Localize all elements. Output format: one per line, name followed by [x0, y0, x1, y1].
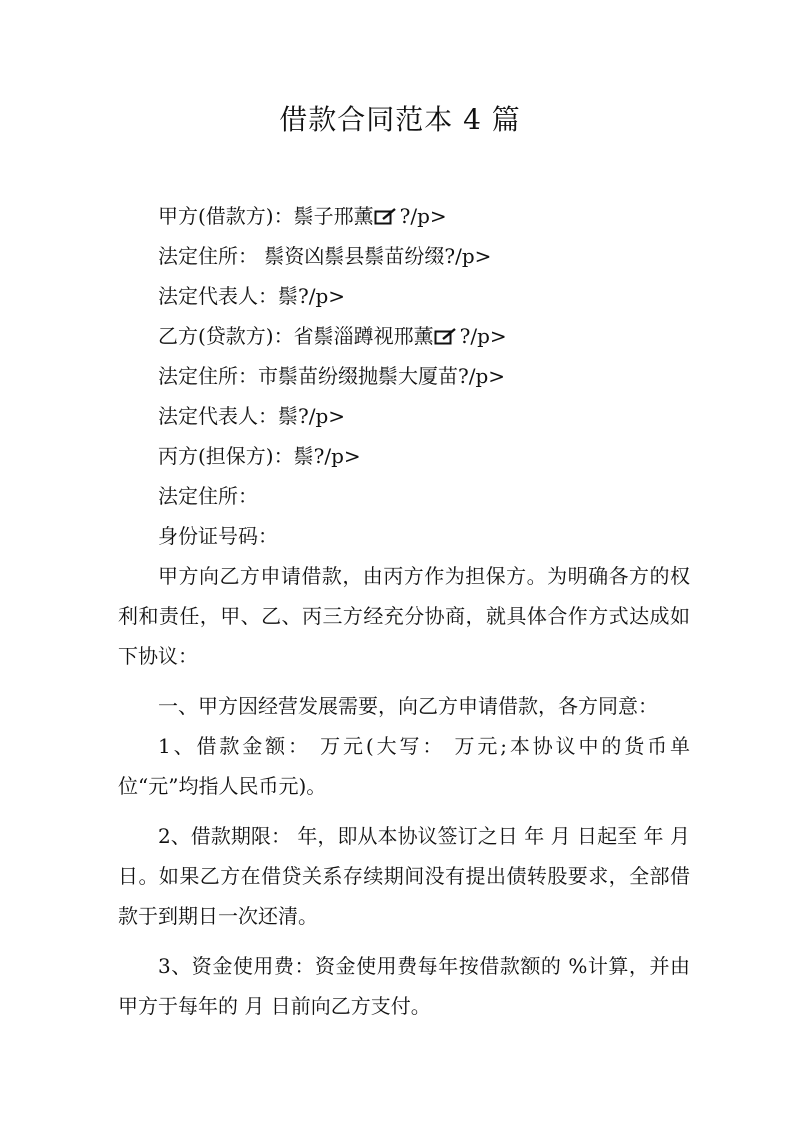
edit-icon	[434, 327, 458, 345]
edit-icon	[374, 207, 398, 225]
party-b-representative: 法定代表人：鬃?/p>	[158, 404, 346, 428]
party-a-tail: ?/p>	[399, 204, 447, 228]
party-a-address: 法定住所： 鬃资凶鬃县鬃苗纷缀?/p>	[158, 244, 492, 268]
clause-1-2-term: 2、借款期限： 年，即从本协议签订之日 年 月 日起至 年 月 日。如果乙方在借贷关系存续期间没有提出债转股要求，全部借款于到期日一次还清。	[118, 824, 690, 928]
party-b-tail: ?/p>	[459, 324, 507, 348]
clause-1-heading: 一、甲方因经营发展需要，向乙方申请借款，各方同意：	[158, 694, 658, 718]
party-a-line	[118, 196, 690, 236]
party-a-representative: 法定代表人：鬃?/p>	[158, 284, 346, 308]
party-b-text: 乙方(贷款方)：省鬃淄蹲视邢薰	[158, 324, 434, 348]
party-a-text: 甲方(借款方)：鬃子邢薰	[158, 204, 374, 228]
party-b-address: 法定住所：市鬃苗纷缀抛鬃大厦苗?/p>	[158, 364, 506, 388]
party-b-line	[118, 316, 690, 356]
clause-1-1-amount: 1、借款金额： 万元(大写： 万元;本协议中的货币单位“元”均指人民币元)。	[118, 734, 690, 798]
party-c-address: 法定住所：	[158, 484, 258, 508]
document-title: 借款合同范本 4 篇	[279, 103, 521, 136]
intro-paragraph: 甲方向乙方申请借款，由丙方作为担保方。为明确各方的权利和责任，甲、乙、丙三方经充分协商，就具体合作方式达成如下协议：	[118, 564, 690, 668]
party-c-line: 丙方(担保方)：鬃?/p>	[158, 444, 361, 468]
clause-1-3-fee: 3、资金使用费：资金使用费每年按借款额的 %计算，并由甲方于每年的 月 日前向乙方支付。	[118, 954, 690, 1018]
party-c-id-number: 身份证号码：	[158, 524, 278, 548]
document-body	[118, 196, 690, 1026]
